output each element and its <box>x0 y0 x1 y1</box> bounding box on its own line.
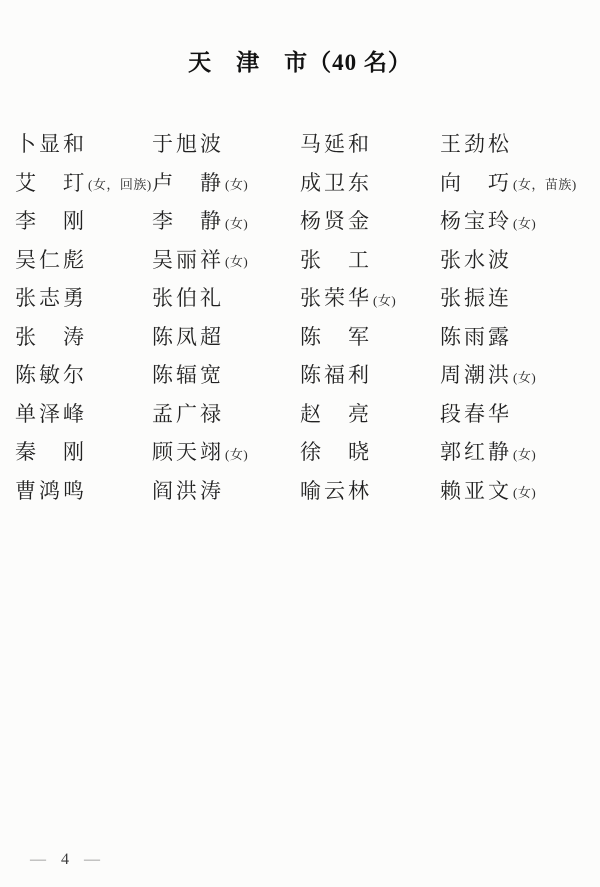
person-name: 曹鸿鸣 <box>15 478 87 503</box>
person-name: 向 巧 <box>440 170 512 195</box>
person-gender-ethnicity-note: (女，苗族) <box>513 177 577 193</box>
person-name: 卜显和 <box>15 132 87 157</box>
roster-cell <box>15 124 152 163</box>
roster-cell <box>440 240 600 279</box>
roster-cell <box>152 240 300 279</box>
name-roster-grid <box>0 124 600 509</box>
person-name: 王劲松 <box>440 132 512 157</box>
person-gender-ethnicity-note: (女) <box>225 254 249 270</box>
page-number <box>30 851 101 869</box>
person-name: 张荣华 <box>300 286 372 311</box>
person-name: 段春华 <box>440 401 512 426</box>
roster-cell <box>152 471 300 510</box>
roster-cell <box>152 163 300 202</box>
person-name: 张水波 <box>440 247 512 272</box>
roster-cell <box>300 278 440 317</box>
roster-cell <box>15 240 152 279</box>
page-title: 天 津 市（40 名） <box>188 50 412 75</box>
roster-cell <box>152 355 300 394</box>
roster-cell <box>440 163 600 202</box>
person-name: 杨宝玲 <box>440 209 512 234</box>
person-gender-ethnicity-note: (女，回族) <box>88 177 152 193</box>
roster-cell <box>300 240 440 279</box>
roster-cell <box>15 394 152 433</box>
person-name: 李 静 <box>152 209 224 234</box>
person-gender-ethnicity-note: (女) <box>513 215 537 231</box>
roster-cell <box>15 471 152 510</box>
roster-cell <box>440 471 600 510</box>
person-name: 秦 刚 <box>15 440 87 465</box>
person-name: 张振连 <box>440 286 512 311</box>
person-name: 张 工 <box>300 247 372 272</box>
roster-cell <box>440 124 600 163</box>
person-name: 马延和 <box>300 132 372 157</box>
person-name: 于旭波 <box>152 132 224 157</box>
roster-cell <box>300 317 440 356</box>
page-number-value: 4 <box>61 851 70 868</box>
person-name: 艾 玎 <box>15 170 87 195</box>
person-name: 喻云林 <box>300 478 372 503</box>
person-name: 成卫东 <box>300 170 372 195</box>
person-gender-ethnicity-note: (女) <box>513 369 537 385</box>
roster-cell <box>152 201 300 240</box>
person-name: 陈辐宽 <box>152 363 224 388</box>
roster-cell <box>15 432 152 471</box>
roster-cell <box>440 317 600 356</box>
person-name: 张 涛 <box>15 324 87 349</box>
roster-cell <box>15 201 152 240</box>
roster-cell <box>440 432 600 471</box>
person-name: 张伯礼 <box>152 286 224 311</box>
person-name: 李 刚 <box>15 209 87 234</box>
roster-cell <box>300 432 440 471</box>
person-name: 杨贤金 <box>300 209 372 234</box>
person-name: 吴仁彪 <box>15 247 87 272</box>
roster-cell <box>15 317 152 356</box>
person-name: 张志勇 <box>15 286 87 311</box>
roster-cell <box>15 278 152 317</box>
person-name: 周潮洪 <box>440 363 512 388</box>
roster-cell <box>300 394 440 433</box>
person-gender-ethnicity-note: (女) <box>513 446 537 462</box>
roster-cell <box>440 201 600 240</box>
person-name: 卢 静 <box>152 170 224 195</box>
roster-cell <box>15 163 152 202</box>
person-name: 孟广禄 <box>152 401 224 426</box>
person-name: 单泽峰 <box>15 401 87 426</box>
roster-cell <box>440 278 600 317</box>
person-name: 阎洪涛 <box>152 478 224 503</box>
roster-cell <box>300 201 440 240</box>
person-name: 陈敏尔 <box>15 363 87 388</box>
person-gender-ethnicity-note: (女) <box>225 215 249 231</box>
roster-cell <box>440 355 600 394</box>
roster-cell <box>152 317 300 356</box>
roster-cell <box>152 124 300 163</box>
person-name: 陈福利 <box>300 363 372 388</box>
person-name: 赖亚文 <box>440 478 512 503</box>
roster-cell <box>152 432 300 471</box>
person-gender-ethnicity-note: (女) <box>225 446 249 462</box>
roster-cell <box>300 163 440 202</box>
roster-cell <box>300 124 440 163</box>
person-name: 赵 亮 <box>300 401 372 426</box>
page-number-dash: — <box>30 851 47 868</box>
roster-cell <box>152 394 300 433</box>
page-number-dash: — <box>84 851 101 868</box>
roster-cell <box>300 471 440 510</box>
roster-cell <box>300 355 440 394</box>
roster-cell <box>15 355 152 394</box>
person-name: 徐 晓 <box>300 440 372 465</box>
person-name: 陈凤超 <box>152 324 224 349</box>
person-name: 陈雨露 <box>440 324 512 349</box>
person-gender-ethnicity-note: (女) <box>373 292 397 308</box>
person-name: 郭红静 <box>440 440 512 465</box>
person-name: 陈 军 <box>300 324 372 349</box>
person-name: 吴丽祥 <box>152 247 224 272</box>
person-gender-ethnicity-note: (女) <box>225 177 249 193</box>
person-name: 顾天翊 <box>152 440 224 465</box>
person-gender-ethnicity-note: (女) <box>513 485 537 501</box>
roster-cell <box>152 278 300 317</box>
roster-cell <box>440 394 600 433</box>
